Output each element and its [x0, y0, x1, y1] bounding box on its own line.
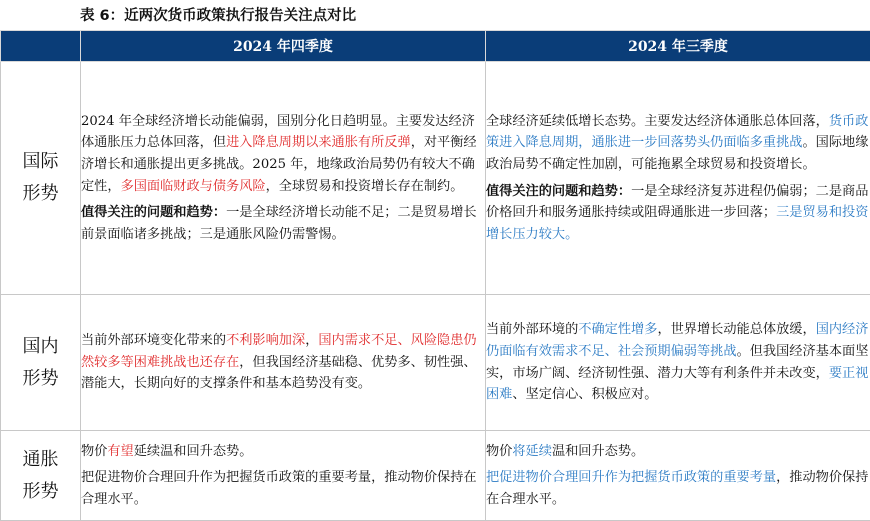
- dom-q3-highlight-1: 不确定性增多: [578, 322, 657, 337]
- dom-q4-highlight-1: 不利影响加深: [226, 333, 305, 348]
- dom-q3-paragraph: 当前外部环境的不确定性增多，世界增长动能总体放缓，国内经济仍面临有效需求不足、社会预期偏弱等挑战。但我国经济基本面坚实，市场广阔、经济韧性强、潜力大等有利条件并未改变，要正视困难、坚定信心、积极应对。: [486, 319, 870, 405]
- cell-domestic-q4: [81, 295, 486, 431]
- intl-q3-paragraph-1: 全球经济延续低增长态势。主要发达经济体通胀总体回落，货币政策进入降息周期，通胀进一步回落势头仍面临多重挑战。国际地缘政治局势不确定性加剧，可能拖累全球贸易和投资增长。: [486, 111, 870, 176]
- comparison-table: [0, 30, 870, 521]
- intl-q3-highlight-1: 货币政策进入降息周期，通胀进一步回落势头仍面临多重挑战: [486, 114, 868, 151]
- intl-q4-highlight-2: 多国面临财政与债务风险: [121, 179, 266, 194]
- row-domestic: [1, 295, 870, 431]
- intl-q4-paragraph-2: 值得关注的问题和趋势：一是全球经济增长动能不足；二是贸易增长前景面临诸多挑战；三是通胀风险仍需警惕。: [81, 202, 485, 245]
- inf-q4-highlight: 有望: [107, 444, 133, 459]
- header-2024-q3: 2024 年三季度: [486, 31, 870, 62]
- table-title: 表 6：近两次货币政策执行报告关注点对比: [80, 4, 356, 28]
- intl-q4-paragraph-1: 2024 年全球经济增长动能偏弱，国别分化日趋明显。主要发达经济体通胀压力总体回落，但进入降息周期以来通胀有所反弹，对平衡经济增长和通胀提出更多挑战。2025 年，地缘政治局势仍有较大不确定性，多国面临财政与债务风险，全球贸易和投资增长存在制约。: [81, 111, 485, 197]
- row-label-inflation: 通胀 形势: [1, 431, 81, 521]
- dom-q4-paragraph: 当前外部环境变化带来的不利影响加深，国内需求不足、风险隐患仍然较多等困难挑战也还存在，但我国经济基础稳、优势多、韧性强、潜能大，长期向好的支撑条件和基本趋势没有变。: [81, 330, 485, 395]
- header-row: [1, 31, 870, 62]
- cell-inflation-q3: [486, 431, 870, 521]
- row-international: [1, 62, 870, 295]
- row-label-domestic: 国内 形势: [1, 295, 81, 431]
- cell-international-q3: [486, 62, 870, 295]
- inf-q4-paragraph-2: 把促进物价合理回升作为把握货币政策的重要考量，推动物价保持在合理水平。: [81, 467, 485, 510]
- cell-international-q4: [81, 62, 486, 295]
- dom-q3-highlight-2: 国内经济仍面临有效需求不足、社会预期偏弱等挑战: [486, 322, 868, 359]
- inf-q3-paragraph-1: 物价将延续温和回升态势。: [486, 441, 870, 463]
- inf-q3-highlight-1: 将延续: [512, 444, 552, 459]
- inf-q3-highlight-2: 把促进物价合理回升作为把握货币政策的重要考量: [486, 470, 776, 485]
- intl-q3-paragraph-2: 值得关注的问题和趋势：一是全球经济复苏进程仍偏弱；二是商品价格回升和服务通胀持续或阻碍通胀进一步回落；三是贸易和投资增长压力较大。: [486, 181, 870, 246]
- header-2024-q4: 2024 年四季度: [81, 31, 486, 62]
- intl-q3-highlight-2: 三是贸易和投资增长压力较大。: [486, 205, 868, 242]
- cell-inflation-q4: [81, 431, 486, 521]
- inf-q3-paragraph-2: 把促进物价合理回升作为把握货币政策的重要考量，推动物价保持在合理水平。: [486, 467, 870, 510]
- inf-q4-paragraph-1: 物价有望延续温和回升态势。: [81, 441, 485, 463]
- intl-q4-highlight-1: 进入降息周期以来通胀有所反弹: [226, 135, 411, 150]
- cell-domestic-q3: [486, 295, 870, 431]
- dom-q3-highlight-3: 要正视困难: [486, 366, 868, 403]
- row-inflation: [1, 431, 870, 521]
- header-blank: [1, 31, 81, 62]
- dom-q4-highlight-2: 国内需求不足、风险隐患仍然较多等困难挑战也还存在: [81, 333, 477, 370]
- row-label-international: 国际 形势: [1, 62, 81, 295]
